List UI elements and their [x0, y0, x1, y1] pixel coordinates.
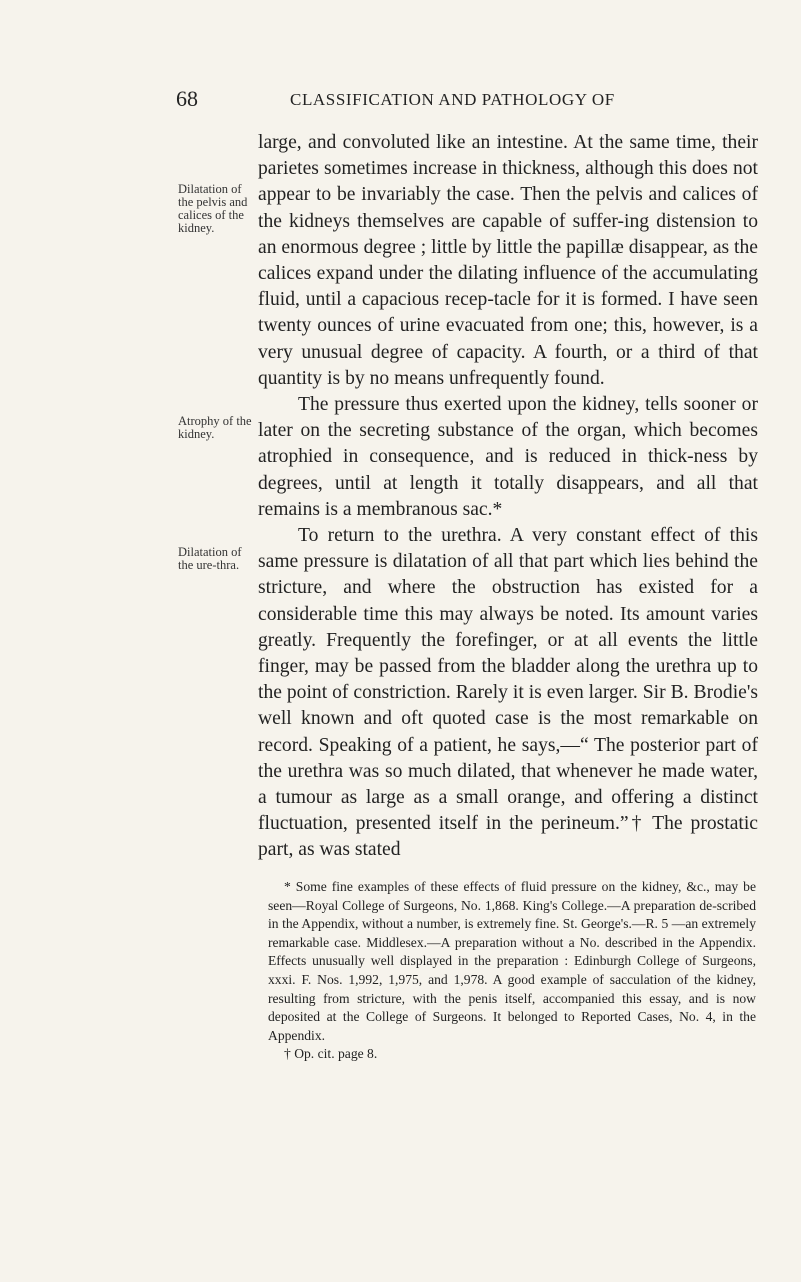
main-text	[258, 130, 758, 864]
footnote-1: * Some fine examples of these effects of fluid pressure on the kidney, &c., may be seen—Royal College of Surgeons, No. 1,868. King's College.—A preparation de-scribed in the Appendix, without a number, is extremely fine. St. George's.—R. 5 —an extremely remarkable case. Middlesex.—A preparation without a No. described in the Appendix. Effects unusually well displayed in the preparation : Edinburgh College of Surgeons, xxxi. F. Nos. 1,992, 1,975, and 1,978. A good example of sacculation of the kidney, resulting from stricture, with the penis itself, accompanied this essay, and is now deposited at the College of Surgeons. It belonged to Reported Cases, No. 4, in the Appendix.	[268, 879, 756, 1043]
footnote-2: † Op. cit. page 8.	[284, 1046, 378, 1062]
page-number: 68	[176, 86, 198, 111]
margin-note-dilatation-pelvis: Dilatation of the pelvis and calices of the kidney.	[178, 182, 248, 235]
paragraph-3: To return to the urethra. A very constant effect of this same pressure is dilatation of all that part which lies behind the stricture, and where the obstruction has existed for a considerable time this may always be noted. Its amount varies greatly. Frequently the forefinger, or at all events the little finger, may be passed from the bladder along the urethra up to the point of constriction. Rarely it is even larger. Sir B. Brodie's well known and oft quoted case is the most remarkable on record. Speaking of a patient, he says,—“ The posterior part of the urethra was so much dilated, that whenever he made water, a tumour as large as a small orange, and offering a distinct fluctuation, presented itself in the perineum.”† The prostatic part, as was stated	[258, 525, 758, 861]
paragraph-2: The pressure thus exerted upon the kidney, tells sooner or later on the secreting substance of the organ, which becomes atrophied in consequence, and is reduced in thick-ness by degrees, until at length it totally disappears, and all that remains is a membranous sac.*	[258, 394, 758, 520]
paragraph-1: large, and convoluted like an intestine. At the same time, their parietes sometimes increase in thickness, although this does not appear to be invariably the case. Then the pelvis and calices of the kidneys themselves are capable of suffer-ing distension to an enormous degree ; little by little the papillæ disappear, as the calices expand under the dilating influence of the accumulating fluid, until a capacious recep-tacle for it is formed. I have seen twenty ounces of urine evacuated from one; this, however, is a very unusual degree of capacity. A fourth, or a third of that quantity is by no means unfrequently found.	[258, 132, 758, 389]
footnotes	[268, 878, 756, 1064]
margin-note-dilatation-urethra: Dilatation of the ure-thra.	[178, 545, 242, 572]
margin-note-atrophy-kidney: Atrophy of the kidney.	[178, 414, 252, 441]
running-head: CLASSIFICATION AND PATHOLOGY OF	[290, 90, 615, 109]
page-header	[0, 86, 801, 116]
